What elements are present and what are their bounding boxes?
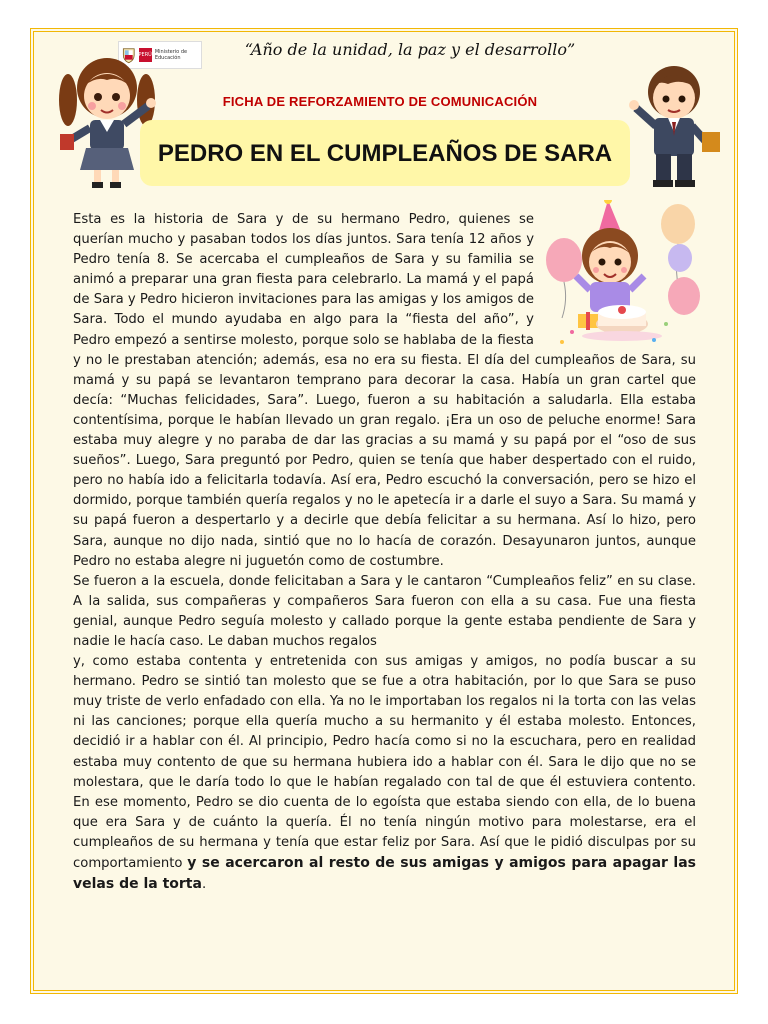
story-paragraph-2: Se fueron a la escuela, donde felicitaban a Sara y le cantaron “Cumpleaños feliz” en su clase. A la salida, sus compañeras y compañeros Sara fueron con ella a su casa. Fue una fiesta genial, aunque Pedro seguía molesto y callado porque la gente estaba pendiente de Sara y nadie le hacía caso. Le daban muchos regalos bbox=[73, 573, 696, 649]
title-banner bbox=[140, 120, 630, 186]
page-title: PEDRO EN EL CUMPLEAÑOS DE SARA bbox=[157, 140, 613, 167]
story-paragraph-3-text: y, como estaba contenta y entretenida con sus amigas y amigos, no podía buscar a su hermano. Pedro se sintió tan molesto que se fue a otra habitación, por lo que Sara se puso muy triste de verlo enfadado con ella. Ya no le importaban los regalos ni la torta con las velas ni las canciones; porque ella quería mucho a su hermanito y él estaba molesto. Entonces, decidió ir a hablar con él. Al principio, Pedro hacía como si no la escuchara, pero en realidad estaba muy contento de que su hermana hubiera ido a hablar con él. Sara le dijo que no se molestara, que le daría todo lo que le habían regalado con tal de que él estuviera contento. En ese momento, Pedro se dio cuenta de lo egoísta que estaba siendo con ella, de lo buena que era Sara y de cuánto la quería. Él no tenía ningún motivo para molestarse, era el cumpleaños de su hermana y tenía que estar feliz por Sara. Así que le pidió disculpas por su comportamiento bbox=[73, 654, 696, 871]
worksheet-subtitle: FICHA DE REFORZAMIENTO DE COMUNICACIÓN bbox=[222, 94, 538, 109]
story-final-period: . bbox=[201, 877, 207, 893]
story-text bbox=[73, 210, 696, 895]
boy-student-illustration bbox=[616, 52, 732, 194]
ministry-label: Ministerio de Educación bbox=[154, 49, 188, 61]
story-paragraph-1: Esta es la historia de Sara y de su hermano Pedro, quienes se querían mucho y pasaban todos los días juntos. Sara tenía 12 años y Pedro tenía 8. Se acercaba el cumpleaños de Sara y su familia se animó a preparar una gran fiesta para celebrarlo. La mamá y el papá de Sara y Pedro hicieron invitaciones para las amigas y los amigos de Sara. Todo el mundo ayudaba en algo para la “fiesta del año”, y Pedro empezó a sentirse molesto, porque solo se hablaba de la fiesta y no le prestaban atención; además, esa no era su fiesta. El día del cumpleaños de Sara, su mamá y su papá se levantaron temprano para decorar la casa. Había un gran cartel que decía: “Muchas felicidades, Sara”. Luego, fueron a su habitación a saludarla. Ella estaba contentísima, porque le habían llevado un gran regalo. ¡Era un oso de peluche enorme! Sara estaba muy alegre y no paraba de dar las gracias a su mamá y su papá por el “oso de sus sueños”. Luego, Sara preguntó por Pedro, quien se tenía que haber despertado con el ruido, pero no había ido a felicitarla todavía. Así era, Pedro escuchó la conversación, pero se hizo el dormido, porque también quería regalos y no le apetecía ir a darle el suyo a Sara. Su mamá y su papá fueron a despertarlo y a decirle que debía felicitar a su hermana. Así lo hizo, pero Sara, aunque no dijo nada, sintió que no lo hacía de corazón. Desayunaron juntos, aunque Pedro no estaba alegre ni juguetón como de costumbre. bbox=[73, 212, 696, 569]
birthday-girl-illustration bbox=[542, 200, 702, 350]
story-paragraph-3 bbox=[73, 652, 696, 895]
year-motto: “Año de la unidad, la paz y el desarrollo” bbox=[244, 40, 576, 59]
story-ending-bold: y se acercaron al resto de sus amigas y amigos para apagar las velas de la torta bbox=[73, 855, 696, 893]
peru-badge: PERÚ bbox=[139, 48, 152, 62]
